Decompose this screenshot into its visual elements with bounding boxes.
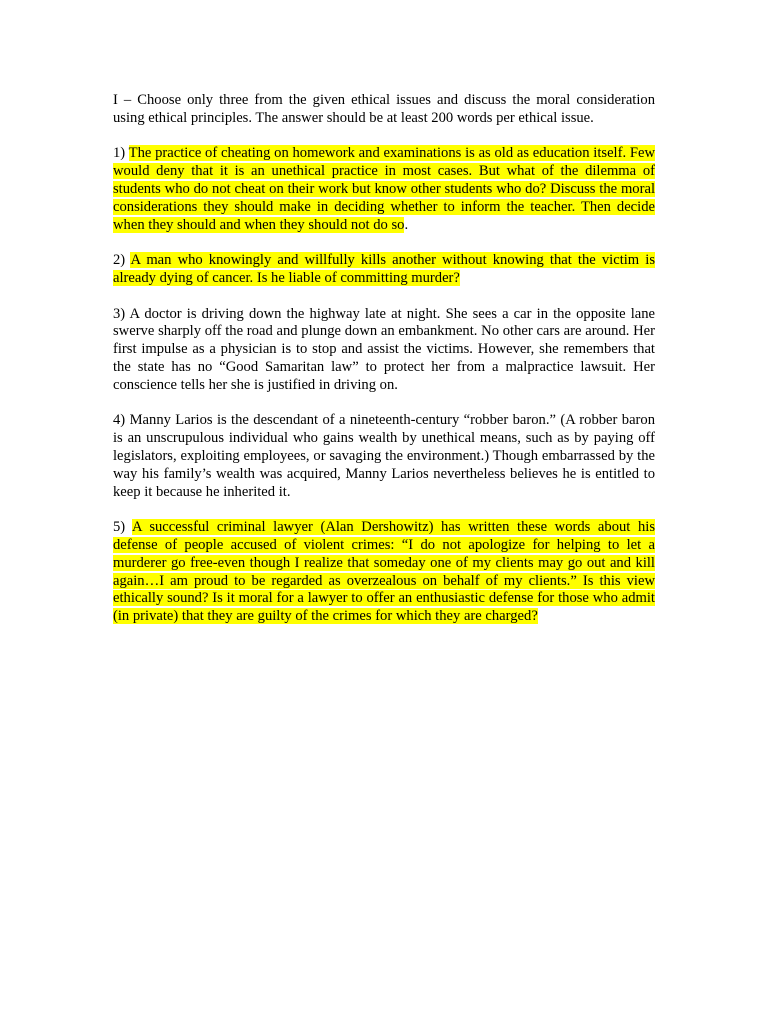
issue-2-number: 2) xyxy=(113,252,126,269)
issue-5-highlighted-text: A successful criminal lawyer (Alan Dershowitz) has written these words about his defense of people accused of violent crimes: “I do not apologize for helping to let a murderer go free-even though I realize that someday one of my clients may go out and kill again…I am proud to be regarded as overzealous on behalf of my clients.” Is this view ethically sound? Is it moral for a lawyer to offer an enthusiastic defense for those who admit (in private) that they are guilty of the crimes for which they are charged? xyxy=(113,519,655,625)
issue-3-paragraph xyxy=(113,306,655,395)
issue-5-number: 5) xyxy=(113,519,126,536)
issue-4-paragraph xyxy=(113,412,655,501)
instructions-paragraph: I – Choose only three from the given ethical issues and discuss the moral consideration using ethical principles. The answer should be at least 200 words per ethical issue. xyxy=(113,92,655,126)
issue-2-paragraph xyxy=(113,252,655,288)
issue-5-paragraph xyxy=(113,519,655,626)
issue-1-paragraph xyxy=(113,145,655,234)
issue-1-highlighted-text: The practice of cheating on homework and examinations is as old as education itself. Few would deny that it is an unethical practice in most cases. But what of the dilemma of students who do not cheat on their work but know other students who do? Discuss the moral considerations they should make in deciding whether to inform the teacher. Then decide when they should and when they should not do so xyxy=(113,145,656,233)
issue-2-highlighted-text: A man who knowingly and willfully kills another without knowing that the victim is already dying of cancer. Is he liable of committing murder? xyxy=(113,252,656,286)
issue-3-text: A doctor is driving down the highway late at night. She sees a car in the opposite lane swerve sharply off the road and plunge down an embankment. No other cars are around. Her first impulse as a physician is to stop and assist the victims. However, she remembers that the state has no “Good Samaritan law” to protect her from a malpractice lawsuit. Her conscience tells her she is justified in driving on. xyxy=(113,305,655,393)
issue-4-text: Manny Larios is the descendant of a nineteenth-century “robber baron.” (A robber baron is an unscrupulous individual who gains wealth by unethical means, such as by paying off legislators, exploiting employees, or savaging the environment.) Though embarrassed by the way his family’s wealth was acquired, Manny Larios nevertheless believes he is entitled to keep it because he inherited it. xyxy=(113,412,655,500)
issue-1-number: 1) xyxy=(113,145,126,162)
issue-1-suffix: . xyxy=(404,216,409,233)
document-page xyxy=(113,92,655,644)
issue-3-number: 3) xyxy=(113,305,126,322)
issue-4-number: 4) xyxy=(113,412,126,429)
